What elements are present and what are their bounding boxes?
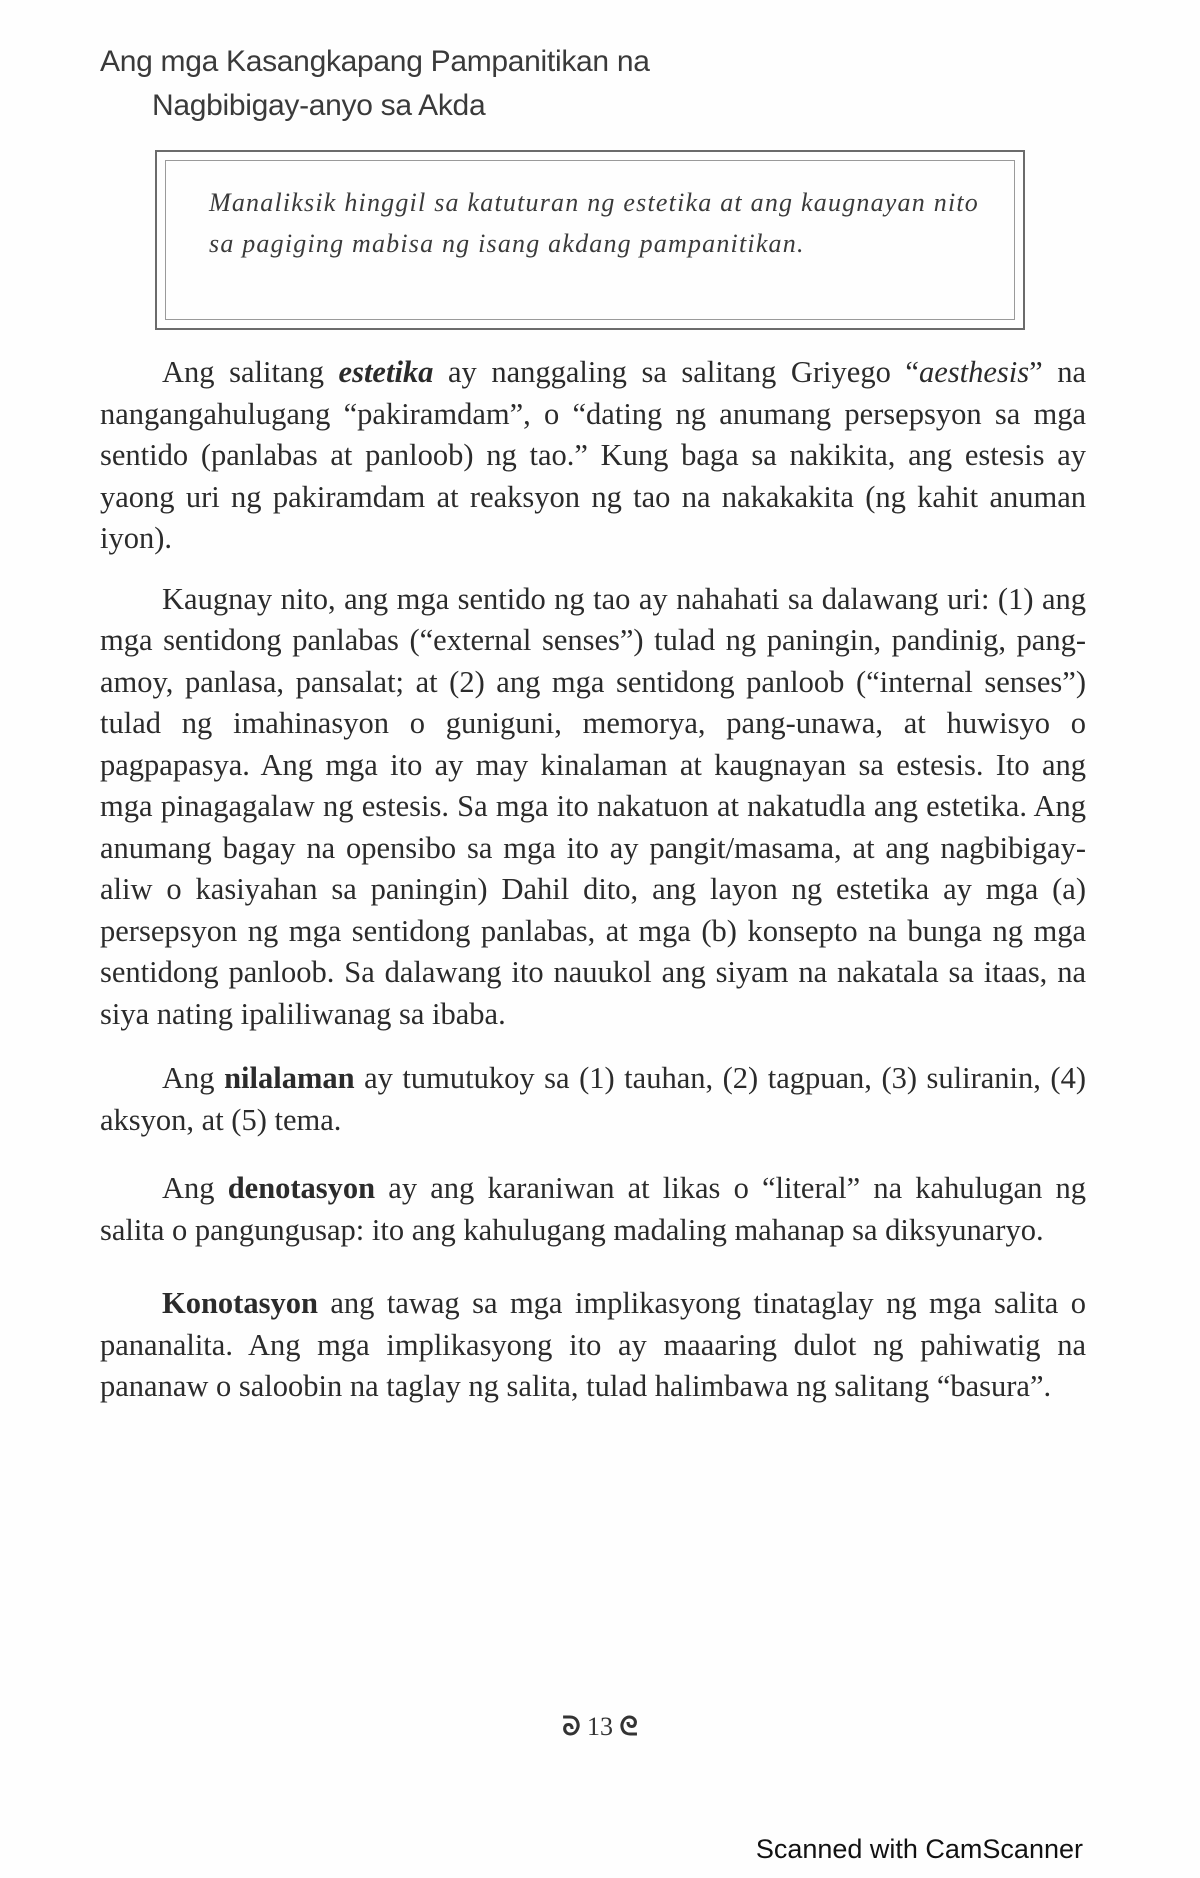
p3-text-b: ay tumutukoy sa (1) tauhan, (2) tagpuan, (3) suliranin, (4) aksyon, at (5) tema. <box>100 1061 1086 1137</box>
p1-text-b: ay nanggaling sa salitang Griyego “ <box>433 355 919 389</box>
paragraph-konotasyon <box>100 1283 1086 1408</box>
term-konotasyon: Konotasyon <box>162 1286 318 1320</box>
term-nilalaman: nilalaman <box>224 1061 355 1095</box>
ornament-right-icon: ᘓ <box>619 1712 638 1741</box>
heading-line-2: Nagbibigay-anyo sa Akda <box>152 89 486 122</box>
ornament-left-icon: ᘐ <box>562 1712 581 1741</box>
term-aesthesis: aesthesis <box>918 355 1030 389</box>
paragraph-estetika <box>100 352 1086 560</box>
paragraph-sentido: Kaugnay nito, ang mga sentido ng tao ay nahahati sa dalawang uri: (1) ang mga sentidong panlabas (“external senses”) tulad ng paningin, pandinig, pang-amoy, panlasa, pansalat; at (2) ang mga sentidong panloob (“internal senses”) tulad ng imahinasyon o guniguni, memorya, pang-unawa, at huwisyo o pagpapasya. Ang mga ito ay may kinalaman at kaugnayan sa estesis. Ito ang mga pinagagalaw ng estesis. Sa mga ito nakatuon at nakatudla ang estetika. Ang anumang bagay na opensibo sa mga ito ay pangit/masama, at ang nagbibigay-aliw o kasiyahan sa paningin) Dahil dito, ang layon ng estetika ay mga (a) persepsyon ng mga sentidong panlabas, at mga (b) konsepto na bunga ng mga sentidong panloob. Sa dalawang ito nauukol ang siyam na nakatala sa itaas, na siya nating ipaliliwanag sa ibaba. <box>100 581 1086 1031</box>
paragraph-denotasyon <box>100 1168 1086 1251</box>
section-heading <box>100 40 650 128</box>
page-footer <box>0 1712 1200 1743</box>
p3-text-a: Ang <box>162 1061 225 1095</box>
p5-text-b: ang tawag sa mga implikasyong tinataglay ng mga salita o pananalita. Ang mga implikasyong ito ay maaaring dulot ng pahiwatig na pananaw o saloobin na taglay ng salita, tulad halimbawa ng salitang “basura”. <box>100 1286 1086 1403</box>
scanner-watermark: Scanned with CamScanner <box>755 1834 1083 1864</box>
task-box <box>155 150 1025 330</box>
heading-line-1: Ang mga Kasangkapang Pampanitikan na <box>100 45 650 78</box>
p4-text-a: Ang <box>162 1171 228 1205</box>
term-estetika: estetika <box>338 355 434 389</box>
body-text <box>100 352 1086 1427</box>
page-number: 13 <box>587 1712 613 1741</box>
p1-text-c: ” na nangangahulugang “pakiramdam”, o “dating ng anumang persepsyon sa mga sentido (panlabas at panloob) ng tao.” Kung baga sa nakikita, ang estesis ay yaong uri ng pakiramdam at reaksyon ng tao na nakakakita (ng kahit anuman iyon). <box>100 355 1086 555</box>
p1-text-a: Ang salitang <box>162 355 339 389</box>
p4-text-b: ay ang karaniwan at likas o “literal” na kahulugan ng salita o pangungusap: ito ang kahulugang madaling mahanap sa diksyunaryo. <box>100 1171 1086 1247</box>
task-instruction: Manaliksik hinggil sa katuturan ng estetika at ang kaugnayan nito sa pagiging mabisa ng isang akdang pampanitikan. <box>209 188 979 258</box>
term-denotasyon: denotasyon <box>227 1171 376 1205</box>
paragraph-nilalaman <box>100 1058 1086 1141</box>
